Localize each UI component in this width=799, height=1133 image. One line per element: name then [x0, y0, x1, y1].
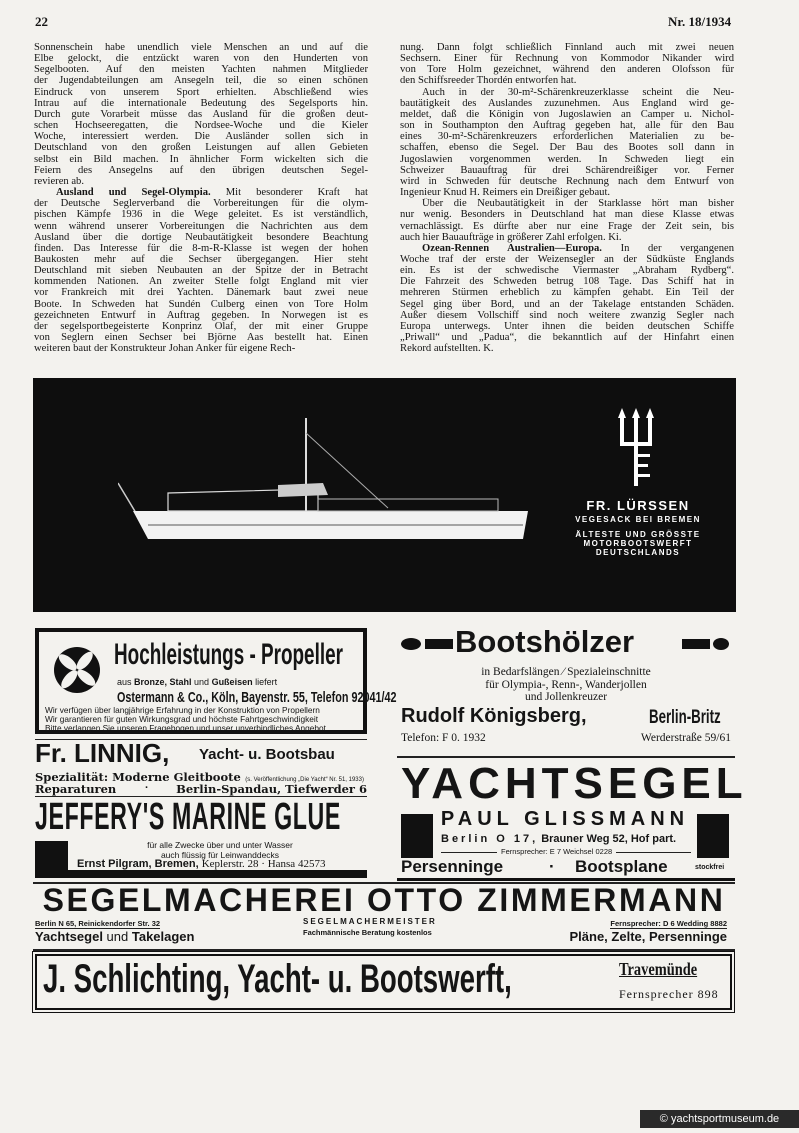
jeffery-address: Keplerstr. 28 · Hansa 42573	[201, 858, 326, 870]
article-line: eines 30-m²-Schärenkreuzers erforderlichen Materialien zu be-	[400, 131, 734, 143]
jeffery-company: Ernst Pilgram, Bremen,	[77, 858, 199, 870]
luerssen-tagline-2: MOTORBOOTSWERFT	[583, 539, 693, 548]
article-line: schen Hochseeregatten, die Nordsee-Woche und die Kieler	[34, 120, 368, 132]
article-line: Ingenieur Knud H. Reimers ein Dreißiger gebaut.	[400, 187, 611, 199]
article-line: Sechsern. Einer für Rechnung von Kommodor Nikander wird	[400, 53, 734, 65]
article-line: Sonnenschein habe unendlich viele Menschen an und auf die	[34, 42, 368, 53]
bootshoelzer-phone: Telefon: F 0. 1932	[401, 732, 486, 744]
article-line: Woche, interessiert werden. Die Ausländer sollen sich in	[34, 131, 368, 143]
linnig-specialty: Spezialität: Moderne Gleitboote	[35, 770, 241, 784]
schlichting-city: Travemünde	[619, 959, 698, 979]
article-line: Europa unterwegs. Unter ihnen die beiden deutschen Schiffe	[400, 320, 734, 332]
luerssen-name: FR. LÜRSSEN	[586, 498, 690, 513]
watermark: © yachtsportmuseum.de	[640, 1110, 799, 1128]
linnig-repairs: Reparaturen	[35, 782, 117, 796]
article-line: der Jugendabteilungen am Ansegeln teil, die so einen schönen	[34, 75, 368, 87]
separator-dot: ·	[549, 857, 555, 876]
issue-number: Nr. 18/1934	[668, 14, 732, 29]
propeller-ad	[35, 628, 397, 734]
propeller-company: Ostermann & Co., Köln, Bayenstr. 55, Telefon 92041/42	[117, 689, 397, 706]
bootshoelzer-line-1: in Bedarfslängen ⁄ Spezialeinschnitte	[481, 666, 651, 678]
zimmermann-phone: Fernsprecher: D 6 Wedding 8882	[610, 919, 727, 928]
zimmermann-master: SEGELMACHERMEISTER	[303, 917, 437, 926]
propeller-title: Hochleistungs - Propeller	[114, 638, 343, 671]
article-line: Auch in der 30-m²-Schärenkreuzerklasse scheint die Neu-	[422, 86, 734, 98]
linnig-reference: (s. Veröffentlichung „Die Yacht“ Nr. 51, 1933)	[245, 777, 364, 783]
article-line: vor Frankreich mit drei Yachten. Dänemark baut zwei neue	[34, 287, 368, 299]
article-line: gezeichneten Entwurf in Auftrag gegeben. In Norwegen ist es	[34, 309, 368, 321]
article-line: Ausland über die dortige Neubautätigkeit besondere Beachtung	[34, 231, 368, 243]
article-line: Baukosten mehr auf die Sechser übergegangen. Hier steht	[34, 253, 368, 265]
article-right-column	[400, 42, 734, 354]
motor-yacht-illustration	[118, 413, 538, 553]
zimmermann-ad	[33, 882, 735, 947]
article-line: kommenden Nationen. An zweiter Stelle folgt England mit vier	[34, 276, 368, 288]
linnig-trade: Yacht- u. Bootsbau	[199, 746, 335, 763]
article-line: Deutschland mit sieben Neubauten an der Spitze der in Betracht	[34, 265, 368, 277]
article-line: revieren ab.	[34, 175, 84, 187]
zimmermann-services-left: Yachtsegel und Takelagen	[35, 929, 195, 944]
yachtsegel-name: PAUL GLISSMANN	[440, 808, 690, 830]
linnig-ad	[35, 738, 367, 796]
propeller-line-2: Wir garantieren für guten Wirkungsgrad und höchste Fahrtgeschwindigkeit	[45, 714, 319, 724]
article-line: Elbe gelockt, die entzückt waren von den Hunderten von	[34, 53, 368, 65]
article-line: Außer diesem Vollschiff sind noch weitere zwanzig Segler nach	[400, 309, 734, 321]
bootshoelzer-ad	[397, 624, 735, 750]
article-line: son in Southampton den Auftrag gegeben hat, alle für den Bau	[400, 120, 734, 132]
yachtsegel-phone: Fernsprecher: E 7 Weichsel 0228	[497, 847, 616, 856]
section-heading: Ozean-Rennen Australien—Europa.	[422, 242, 602, 254]
separator-dot: ·	[145, 782, 149, 794]
yachtsegel-title: YACHTSEGEL	[401, 759, 748, 808]
article-line: meldet, daß die Königin von Jugoslawien an Camper u. Nichol-	[400, 108, 734, 120]
yachtsegel-city: Berlin O 17,	[441, 833, 539, 845]
bootshoelzer-city: Berlin-Britz	[649, 707, 721, 728]
article-line: den Schiffsreeder Thordén entworfen hat.	[400, 75, 577, 87]
propeller-icon	[53, 646, 101, 694]
propeller-materials: aus Bronze, Stahl und Gußeisen liefert	[117, 677, 278, 687]
article-line: nung. Dann folgt schließlich Finnland auch mit zwei neuen	[400, 42, 734, 53]
zimmermann-services-right: Pläne, Zelte, Persenninge	[569, 929, 727, 944]
article-line: wird in Schweden für deutsche Rechnung nach dem Entwurf von	[400, 175, 734, 187]
jeffery-line-2: auch flüssig für Leinwanddecks	[160, 849, 280, 860]
article-line: Intrau auf die internationale Bedeutung des Segelsports hin.	[34, 97, 368, 109]
bootshoelzer-company: Rudolf Königsberg,	[401, 705, 587, 727]
article-line: Deutschland von den großen Leistungen auf allen Gebieten	[34, 142, 368, 154]
jeffery-title: JEFFERY'S MARINE GLUE	[35, 796, 341, 838]
schlichting-ad	[35, 954, 732, 1010]
article-line: Die Fahrzeit des Schweden betrug 108 Tage. Das Schiff hat in	[400, 276, 734, 288]
article-line: auch hier Bauaufträge in größerer Zahl erfolgen. Ki.	[400, 231, 622, 243]
article-line: mehreren Stürmen erheblich zu kämpfen gehabt. Ein Teil der	[400, 287, 734, 299]
bootshoelzer-address: Werderstraße 59/61	[640, 732, 731, 744]
schlichting-title: J. Schlichting, Yacht- u. Bootswerft,	[43, 957, 512, 1001]
article-line: Segelbooten. Auf den meisten Yachten nahmen Mitglieder	[34, 64, 368, 76]
zimmermann-title: SEGELMACHEREI OTTO ZIMMERMANN	[42, 882, 726, 918]
article-line: pischen Kämpfe 1936 in die Wege geleitet. Es ist verständlich,	[34, 209, 368, 221]
article-line: Woche traf der erste der Weizensegler an der Südküste Englands	[400, 253, 734, 265]
page-number: 22	[35, 14, 48, 29]
article-line: „Priwall“ und „Padua“, die bekanntlich auf der Hinfahrt einen	[400, 332, 734, 344]
zimmermann-advice: Fachmännische Beratung kostenlos	[303, 928, 432, 937]
section-heading: Ausland und Segel-Olympia.	[56, 187, 211, 199]
article-line: Boote. In Schweden hat Sundén Culberg einen von Tore Holm	[34, 298, 368, 310]
bootshoelzer-line-3: und Jollenkreuzer	[524, 691, 608, 703]
article-line: finden. Das Interesse für die 8-m-R-Klasse ist wegen der hohen	[34, 242, 368, 254]
article-line: schaffen, ebenso die Segel. Der Bau des Bootes soll dann in	[400, 142, 734, 154]
linnig-address: Berlin-Spandau, Tiefwerder 6	[176, 782, 367, 796]
article-line: der segelsportbegeisterte Konprinz Olaf, der mit einer Gruppe	[34, 320, 368, 332]
zimmermann-address: Berlin N 65, Reinickendorfer Str. 32	[35, 919, 161, 928]
jeffery-line-1: für alle Zwecke über und unter Wasser	[147, 840, 293, 850]
luerssen-tagline-1: ÄLTESTE UND GRÖSSTE	[575, 530, 701, 539]
line-text: Mit besonderer Kraft hat	[225, 187, 368, 199]
article-line: Eindruck von unserem Sport erhielten. Abschließend wies	[34, 86, 368, 98]
article-line	[34, 187, 368, 198]
line-text: In der vergangenen	[620, 242, 734, 254]
luerssen-place: VEGESACK BEI BREMEN	[575, 515, 701, 524]
article-line	[400, 243, 734, 254]
article-line: Feiern des Ansegelns auf den übrigen deutschen Segel-	[34, 164, 368, 176]
propeller-line-3: Bitte verlangen Sie unseren Fragebogen und unser unverbindliches Angebot	[45, 723, 326, 733]
article-line: bautätigkeit des Auslandes zuzunehmen. Aus England wird ge-	[400, 97, 734, 109]
article-line: Durch gute Vorarbeit müsse das Ausland für die großen deut-	[34, 108, 368, 120]
yachtsegel-bootsplane: Bootsplane	[575, 857, 668, 876]
article-line: von Tore Holm gezeichnet, während den anderen Olofsson für	[400, 64, 734, 76]
yachtsegel-stockfrei: stockfrei	[695, 864, 725, 871]
bootshoelzer-line-2: für Olympia-, Renn-, Wanderjollen	[485, 678, 647, 691]
article-line: nur wenig. Besonders in Deutschland hat man diese Klasse etwas	[400, 209, 734, 221]
bootshoelzer-title: Bootshölzer	[455, 624, 635, 659]
article-line: wenn während unserer Vorbereitungen die Nachrichten aus dem	[34, 220, 368, 232]
article-line: vernachlässigt. Es dürfte aber nur eine Frage der Zeit sein, bis	[400, 220, 734, 232]
article-line: Rekord aufstellten. K.	[400, 343, 494, 355]
linnig-name: Fr. LINNIG,	[35, 738, 170, 768]
article-line: Segel ging über Bord, und an der Takelage entstanden Schäden.	[400, 298, 734, 310]
article-line: ein. Es ist der schwedische Viermaster „Abraham Rydberg“.	[400, 265, 734, 277]
jeffery-ad	[35, 798, 367, 880]
luerssen-tagline-3: DEUTSCHLANDS	[595, 548, 681, 557]
article-line: weiteren baut der Konstrukteur Johan Anker für eigene Rech-	[34, 343, 296, 355]
article-line: Schweizer Bauauftrag für drei Schärendreißiger vor. Ferner	[400, 164, 734, 176]
article-line: Über die Neubautätigkeit in der Starklasse hört man bisher	[422, 198, 734, 210]
propeller-line-1: Wir verfügen über langjährige Erfahrung in der Konstruktion von Propellern	[45, 705, 320, 715]
luerssen-trident-logo-icon	[616, 408, 656, 488]
yachtsegel-address: Brauner Weg 52, Hof part.	[541, 833, 677, 845]
article-left-column	[34, 42, 368, 354]
yachtsegel-ad	[397, 759, 748, 880]
article-line: selbst ein Bild machen. In ähnlicher Form wickelten sich die	[34, 153, 368, 165]
article-line: Jugoslawien vorgenommen werden. In Schweden liegt ein	[400, 153, 734, 165]
yachtsegel-persenninge: Persenninge	[401, 857, 504, 876]
schlichting-phone: Fernsprecher 898	[619, 987, 719, 1001]
article-line: der Deutsche Seglerverband die Vorbereitungen für die olym-	[34, 198, 368, 210]
article-line: von Seglern einen Sechser bei Björne Aas bestellt hat. Einen	[34, 332, 368, 344]
luerssen-ad	[33, 378, 736, 612]
